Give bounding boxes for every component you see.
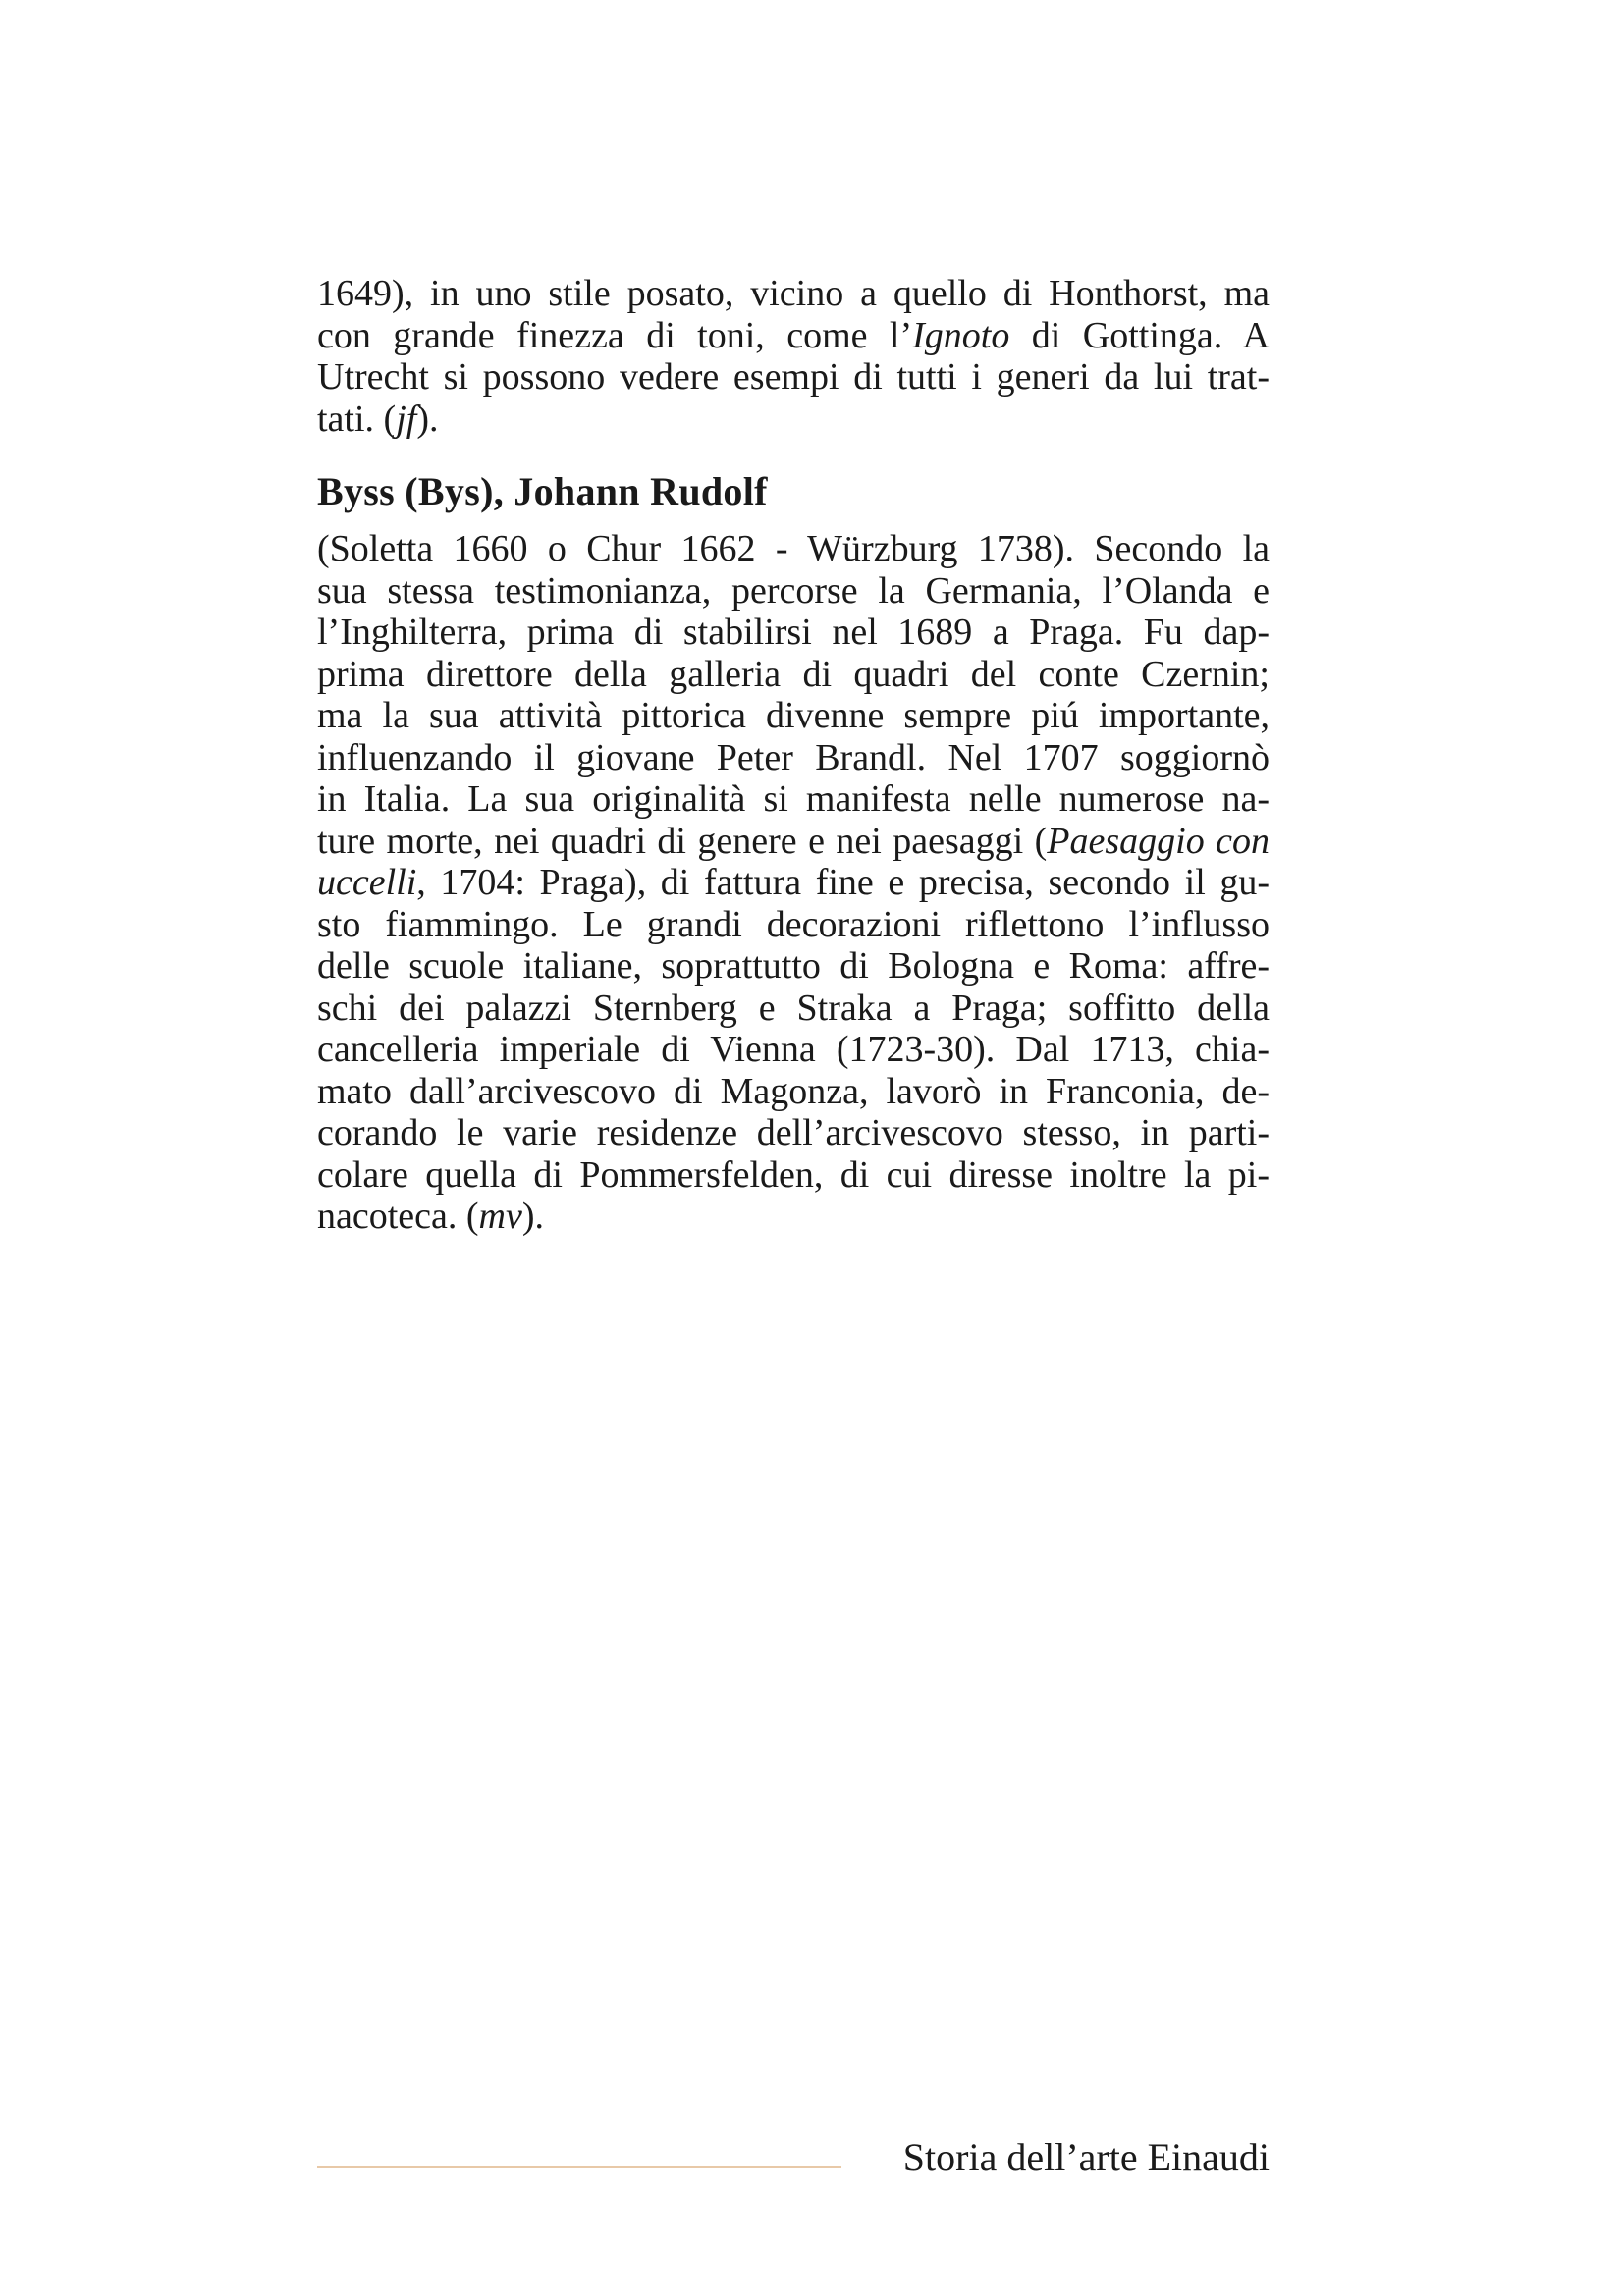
text-line: l’Inghilterra, prima di stabilirsi nel 1689 a Praga. Fu dap- [317, 612, 1270, 653]
text-line: colare quella di Pommersfelden, di cui diresse inoltre la pi- [317, 1153, 1270, 1196]
text-line: sua stessa testimonianza, percorse la Germania, l’Olanda e [317, 569, 1270, 612]
text-line: prima direttore della galleria di quadri del conte Czernin; [317, 653, 1270, 695]
italic-text: Paesaggio con [1047, 820, 1270, 862]
italic-text: jf [396, 398, 417, 440]
text-line: uccelli, 1704: Praga), di fattura fine e precisa, secondo il gu- [317, 862, 1270, 903]
text-line: (Soletta 1660 o Chur 1662 - Würzburg 1738). Secondo la [317, 528, 1270, 569]
text-line: nacoteca. (mv). [317, 1196, 545, 1237]
text-line: ture morte, nei quadri di genere e nei paesaggi (Paesaggio con [317, 820, 1270, 862]
text-line: schi dei palazzi Sternberg e Straka a Praga; soffitto della [317, 987, 1270, 1029]
text-line: in Italia. La sua originalità si manifesta nelle numerose na- [317, 778, 1270, 820]
text-line: mato dall’arcivescovo di Magonza, lavorò in Franconia, de- [317, 1070, 1270, 1112]
page-footer [317, 2133, 1270, 2192]
text-line: ma la sua attività pittorica divenne sempre piú importante, [317, 695, 1270, 736]
text-line: influenzando il giovane Peter Brandl. Nel 1707 soggiornò [317, 736, 1270, 778]
entry-body-paragraph [317, 528, 1270, 1238]
text-line: delle scuole italiane, soprattutto di Bologna e Roma: affre- [317, 945, 1270, 987]
italic-text: Ignoto [912, 314, 1010, 356]
text-line: cancelleria imperiale di Vienna (1723-30). Dal 1713, chia- [317, 1029, 1270, 1070]
text-line: sto fiammingo. Le grandi decorazioni riflettono l’influsso [317, 903, 1270, 945]
previous-entry-paragraph [317, 273, 1270, 440]
footer-publisher-text: Storia dell’arte Einaudi [902, 2135, 1270, 2179]
entry-title: Byss (Bys), Johann Rudolf [317, 469, 768, 513]
text-line: Utrecht si possono vedere esempi di tutti i generi da lui trat- [317, 356, 1270, 398]
footer-rule [317, 2166, 841, 2168]
text-line: corando le varie residenze dell’arcivescovo stesso, in parti- [317, 1112, 1270, 1153]
text-line: tati. (jf). [317, 398, 439, 440]
text-column [317, 273, 1270, 1238]
italic-text: uccelli [317, 862, 417, 903]
text-line: 1649), in uno stile posato, vicino a quello di Honthorst, ma [317, 273, 1270, 314]
italic-text: mv [478, 1196, 522, 1237]
text-line: con grande finezza di toni, come l’Ignoto di Gottinga. A [317, 314, 1271, 356]
